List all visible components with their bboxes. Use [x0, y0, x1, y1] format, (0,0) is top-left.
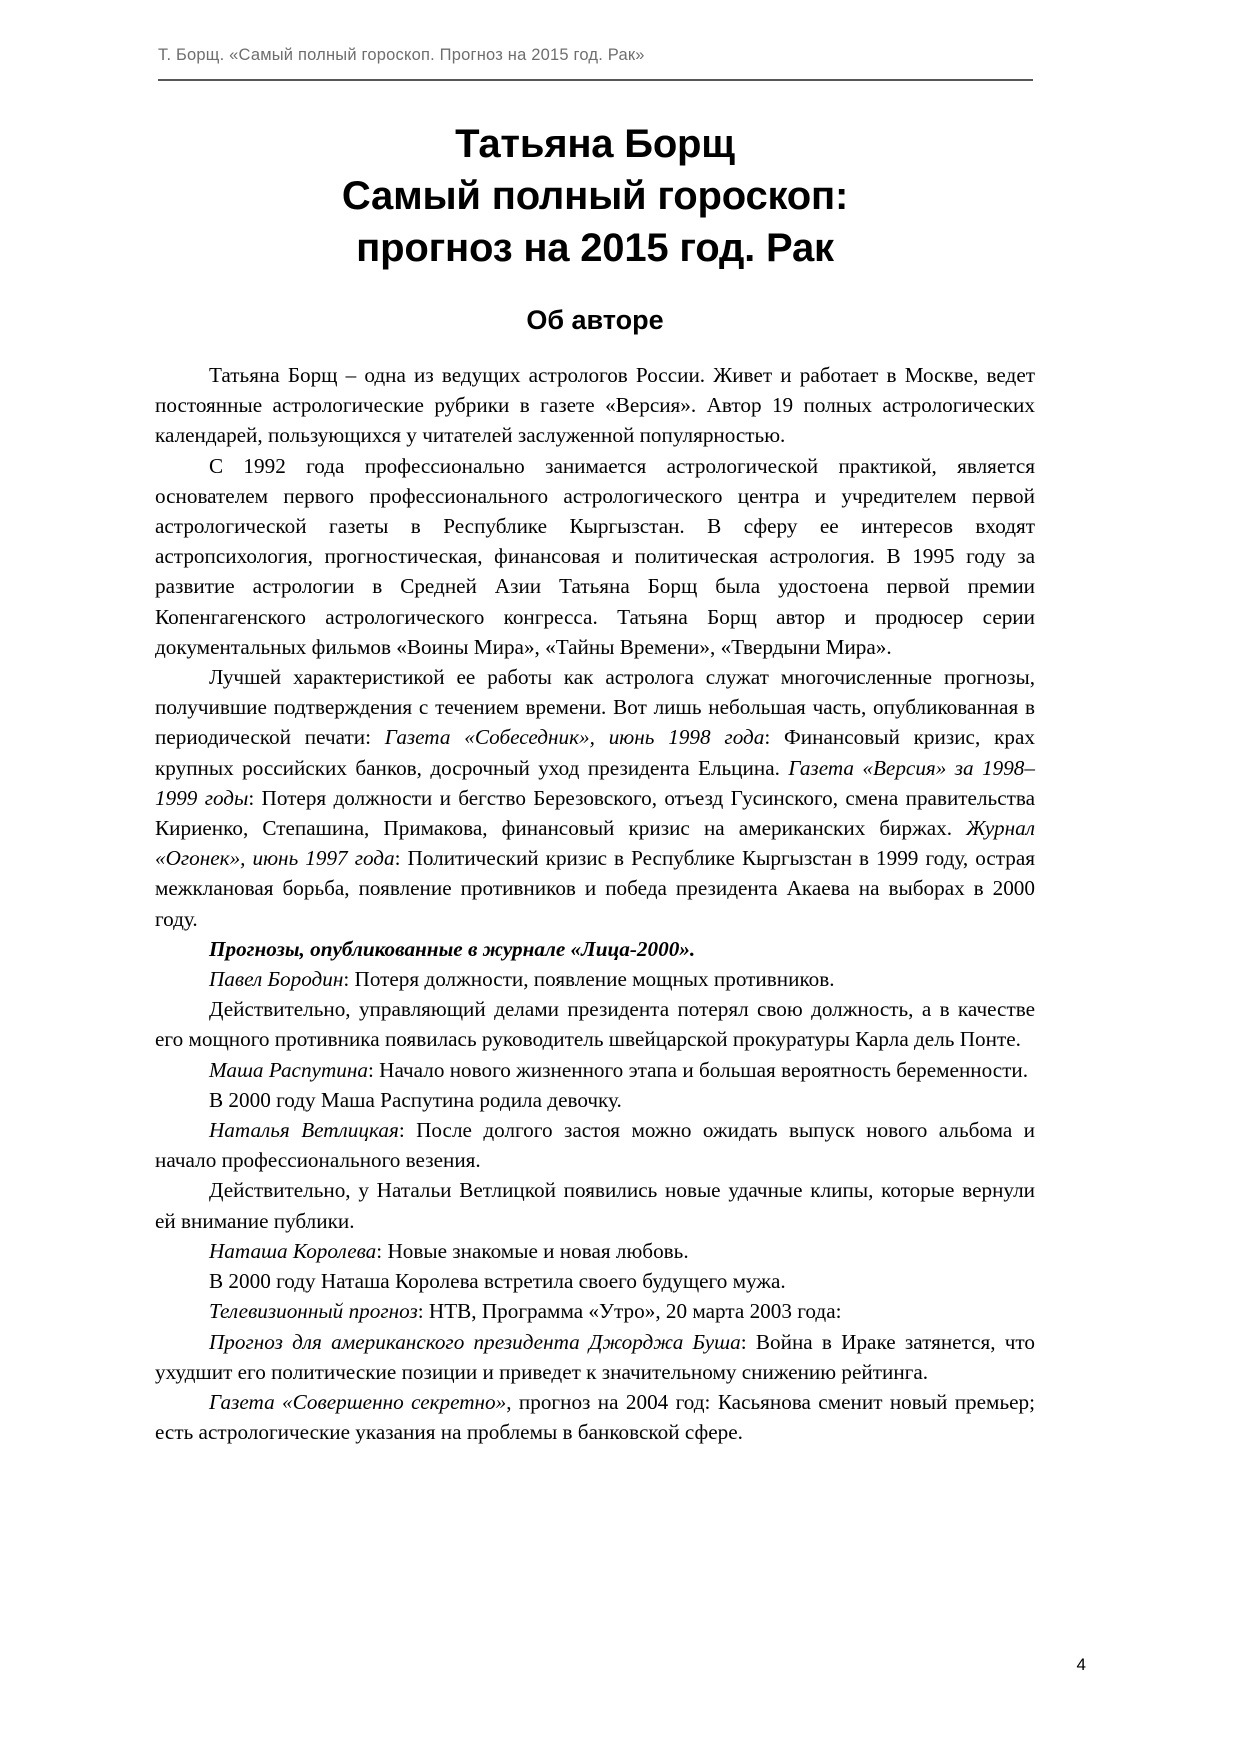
paragraph-borodin-outcome: Действительно, управляющий делами президента потерял свою должность, а в качестве его мощного противника появилась руководитель швейцарской прокуратуры Карла дель Понте. [155, 997, 1035, 1052]
paragraph-koroleva-outcome: В 2000 году Наташа Королева встретила своего будущего мужа. [209, 1269, 786, 1294]
publication-ogonek: Журнал «Огонек», июнь 1997 года [155, 816, 1035, 871]
publication-versiya: Газета «Версия» за 1998–1999 годы [155, 755, 1035, 810]
text-run: , прогноз на 2004 год: Касьянова сменит новый премьер; есть астрологические указания на проблемы в банковской сфере. [155, 1389, 1035, 1445]
header-divider [158, 79, 1033, 81]
paragraph-borodin [155, 964, 1035, 994]
paragraph-tv-forecast [155, 1296, 1035, 1326]
paragraph-bush-forecast [155, 1327, 1035, 1387]
text-run: : Новые знакомые и новая любовь. [376, 1238, 689, 1263]
person-natasha-koroleva: Наташа Королева [209, 1238, 377, 1263]
publication-sobesednik: Газета «Собеседник», июнь 1998 года [384, 725, 765, 750]
paragraph-bio-2: С 1992 года профессионально занимается астрологической практикой, является основателем первого профессионального астрологического центра и учредителем первой астрологической газеты в Республике Кыргызстан. В сферу ее интересов входят астропсихология, прогностическая, финансовая и политическая астрология. В 1995 году за развитие астрологии в Средней Азии Татьяна Борщ была удостоена первой премии Копенгагенского астрологического конгресса. Татьяна Борщ автор и продюсер серии документальных фильмов «Воины Мира», «Тайны Времени», «Твердыни Мира». [155, 453, 1035, 659]
paragraph-sovershenno-sekretno [155, 1387, 1035, 1447]
paragraph-forecast-intro [155, 662, 1035, 934]
text-run: : Финансовый кризис, крах крупных российских банков, досрочный уход президента Ельцина. [155, 725, 1035, 780]
person-masha-rasputina: Маша Распутина [209, 1057, 368, 1082]
page-title [155, 118, 1035, 274]
paragraph-bio-1: Татьяна Борщ – одна из ведущих астрологов России. Живет и работает в Москве, ведет постоянные астрологические рубрики в газете «Версия». Автор 19 полных астрологических календарей, пользующихся у читателей заслуженной популярностью. [155, 363, 1035, 448]
text-run: : Потеря должности и бегство Березовского, отъезд Гусинского, смена правительства Кириенко, Степашина, Примакова, финансовый кризис на американских биржах. [155, 785, 1035, 841]
subheading-forecasts-litsa-2000 [155, 934, 1035, 964]
text-run: : После долгого застоя можно ожидать выпуск нового альбома и начало профессионального везения. [155, 1118, 1036, 1173]
subheading-text: Прогнозы, опубликованные в журнале «Лица-2000». [209, 936, 696, 961]
text-run: Лучшей характеристикой ее работы как астролога служат многочисленные прогнозы, получившие подтверждения с течением времени. Вот лишь небольшая часть, опубликованная в периодической печати: [155, 665, 1035, 750]
page-content [155, 118, 1035, 1447]
person-natalya-vetlitskaya: Наталья Ветлицкая [209, 1118, 399, 1143]
title-line-sub: прогноз на 2015 год. Рак [356, 226, 834, 270]
running-head: Т. Борщ. «Самый полный гороскоп. Прогноз на 2015 год. Рак» [158, 46, 645, 64]
person-pavel-borodin: Павел Бородин [209, 967, 344, 992]
paragraph-vetlitskaya-outcome: Действительно, у Натальи Ветлицкой появились новые удачные клипы, которые вернули ей внимание публики. [155, 1178, 1035, 1233]
text-run: : Начало нового жизненного этапа и большая вероятность беременности. [367, 1057, 1029, 1082]
title-line-main: Самый полный гороскоп: [341, 174, 849, 218]
text-run: : Война в Ираке затянется, что ухудшит его политические позиции и приведет к значительному снижению рейтинга. [155, 1329, 1035, 1384]
text-run: : НТВ, Программа «Утро», 20 марта 2003 года: [417, 1299, 842, 1324]
paragraph-rasputina-outcome: В 2000 году Маша Распутина родила девочку. [209, 1087, 622, 1112]
paragraph-vetlitskaya [155, 1115, 1035, 1175]
label-bush-forecast: Прогноз для американского президента Джорджа Буша [209, 1329, 741, 1354]
page-number: 4 [1076, 1655, 1086, 1674]
paragraph-rasputina [155, 1055, 1035, 1085]
text-run: : Политический кризис в Республике Кыргызстан в 1999 году, острая межклановая борьба, появление противников и победа президента Акаева на выборах в 2000 году. [155, 846, 1035, 931]
label-television-forecast: Телевизионный прогноз [209, 1299, 418, 1324]
publication-sovershenno-sekretno: Газета «Совершенно секретно» [209, 1389, 507, 1414]
paragraph-koroleva [155, 1236, 1035, 1266]
body-text [155, 360, 1035, 1447]
text-run: : Потеря должности, появление мощных противников. [343, 967, 835, 992]
section-heading-about-author: Об авторе [526, 305, 664, 335]
title-line-author: Татьяна Борщ [455, 122, 735, 166]
